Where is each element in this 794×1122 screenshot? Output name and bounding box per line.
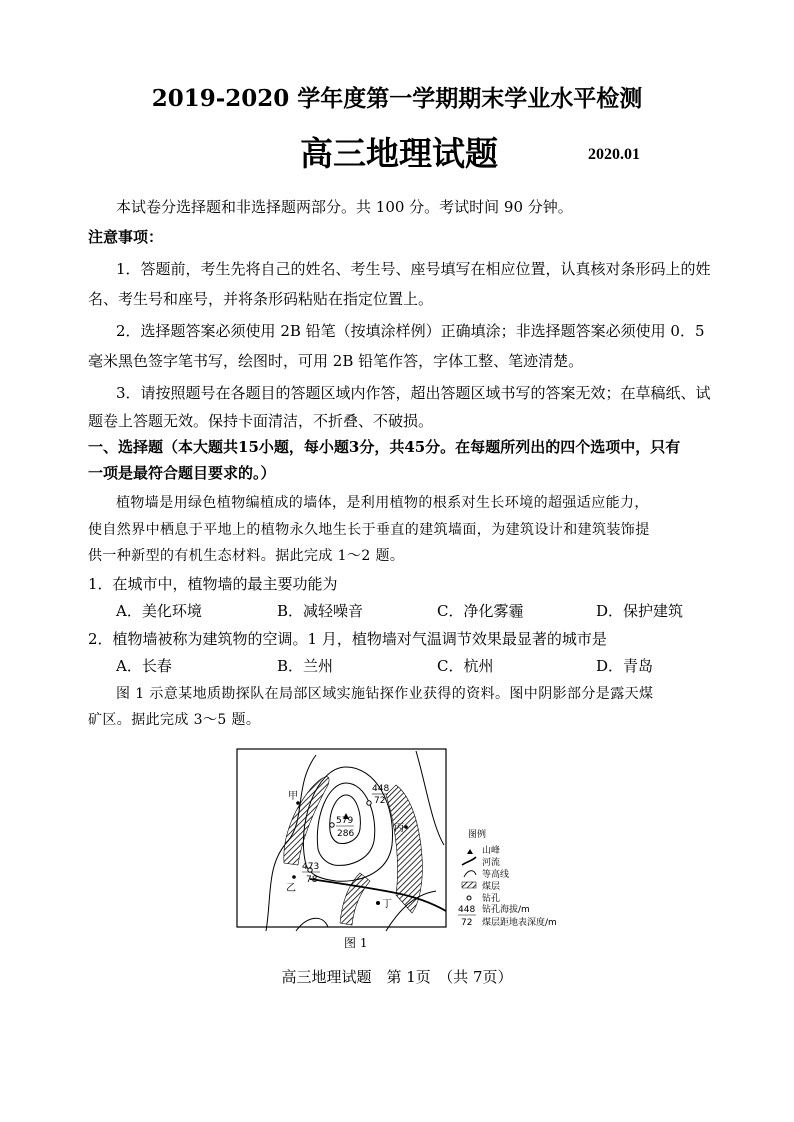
q2-option-c: C．杭州 [437,657,494,675]
exam-title: 2019-2020 学年度第一学期期末学业水平检测 [151,85,643,112]
drill-1-depth: 72 [374,796,386,806]
point-ding [376,901,380,905]
drill-hole-1 [367,801,371,805]
drill-hole-2 [330,823,334,827]
page-footer: 高三地理试题 第 1页 （共 7页） [281,968,513,986]
label-ding: 丁 [382,899,392,910]
note3-line2: 题卷上答题无效。保持卡面清洁，不折叠、不破损。 [88,412,434,430]
q1-option-a: A．美化环境 [116,602,202,620]
section1-heading-line1: 一、选择题（本大题共15小题，每小题3分，共45分。在每题所列出的四个选项中，只有 [88,438,681,456]
passage1-line1: 植物墙是用绿色植物编植成的墙体，是利用植物的根系对生长环境的超强适应能力， [116,495,649,511]
legend-contour: 等高线 [482,870,510,880]
coal-seam-west [284,777,329,865]
q2-option-b: B．兰州 [277,657,334,675]
contour-south [296,918,328,931]
label-jia: 甲 [288,791,298,802]
legend-coal: 煤层 [482,882,501,892]
legend-coal-depth: 煤层距地表深度/m [482,918,557,928]
drill-3-depth: 78 [306,875,318,885]
drill-1-elev: 448 [372,784,390,794]
legend-sample-depth: 72 [461,918,473,928]
note1-line2: 名、考生号和座号，并将条形码粘贴在指定位置上。 [88,290,434,308]
legend-river: 河流 [482,858,501,868]
q2-option-a: A．长春 [116,657,172,675]
point-bing [404,825,408,829]
notes-heading: 注意事项： [88,228,164,246]
note3-line1: 3．请按照题号在各题目的答题区域内作答，超出答题区域书写的答案无效；在草稿纸、试 [116,384,711,402]
legend-drill-icon [467,896,471,900]
note2-line2: 毫米黑色签字笔书写，绘图时，可用 2B 铅笔作答，字体工整、笔迹清楚。 [88,352,584,370]
legend-peak: 山峰 [482,846,501,856]
legend-title: 图例 [468,830,487,840]
legend-coal-icon [462,882,476,888]
drill-3-elev: 473 [302,862,320,872]
legend-peak-icon [467,849,473,854]
subject-title: 高三地理试题 [300,134,498,173]
legend-sample-elev: 448 [458,905,476,915]
q2-stem: 2．植物墙被称为建筑物的空调。1 月，植物墙对气温调节效果最显著的城市是 [88,630,607,648]
river [310,879,446,911]
note2-line1: 2．选择题答案必须使用 2B 铅笔（按填涂样例）正确填涂；非选择题答案必须使用 0．5 [116,322,705,340]
passage2-line2: 矿区。据此完成 3～5 题。 [88,712,261,728]
note1-line1: 1．答题前，考生先将自己的姓名、考生号、座号填写在相应位置，认真核对条形码上的姓 [116,260,711,278]
passage1-line2: 使自然界中栖息于平地上的植物永久地生长于垂直的建筑墙面，为建筑设计和建筑装饰提 [88,522,650,538]
map-legend [458,828,557,928]
figure-1-map [236,745,576,933]
drill-2-elev: 579 [336,816,354,826]
legend-contour-icon [464,871,476,877]
legend-river-icon [462,857,476,865]
point-yi [292,875,296,879]
passage1-line3: 供一种新型的有机生态材料。据此完成 1～2 题。 [88,548,405,564]
passage2-line1: 图 1 示意某地质勘探队在局部区域实施钻探作业获得的资料。图中阴影部分是露天煤 [116,686,654,702]
legend-drill: 钻孔 [482,894,501,904]
coal-seam-south [340,873,370,925]
q1-option-c: C．净化雾霾 [437,602,524,620]
legend-drill-elev: 钻孔海拔/m [482,905,530,915]
q1-option-b: B．减轻噪音 [277,602,364,620]
section1-heading-line2: 一项是最符合题目要求的。） [88,464,276,482]
drill-2-depth: 286 [337,829,355,839]
q2-option-d: D．青岛 [596,657,654,675]
contour-northeast [416,751,444,845]
figure-caption: 图 1 [344,936,368,950]
q1-stem: 1．在城市中，植物墙的最主要功能为 [88,575,338,593]
label-bing: 丙 [394,823,404,834]
intro-line: 本试卷分选择题和非选择题两部分。共 100 分。考试时间 90 分钟。 [116,198,573,216]
exam-date: 2020.01 [588,146,640,163]
label-yi: 乙 [286,883,296,894]
q1-option-d: D．保护建筑 [596,602,684,620]
